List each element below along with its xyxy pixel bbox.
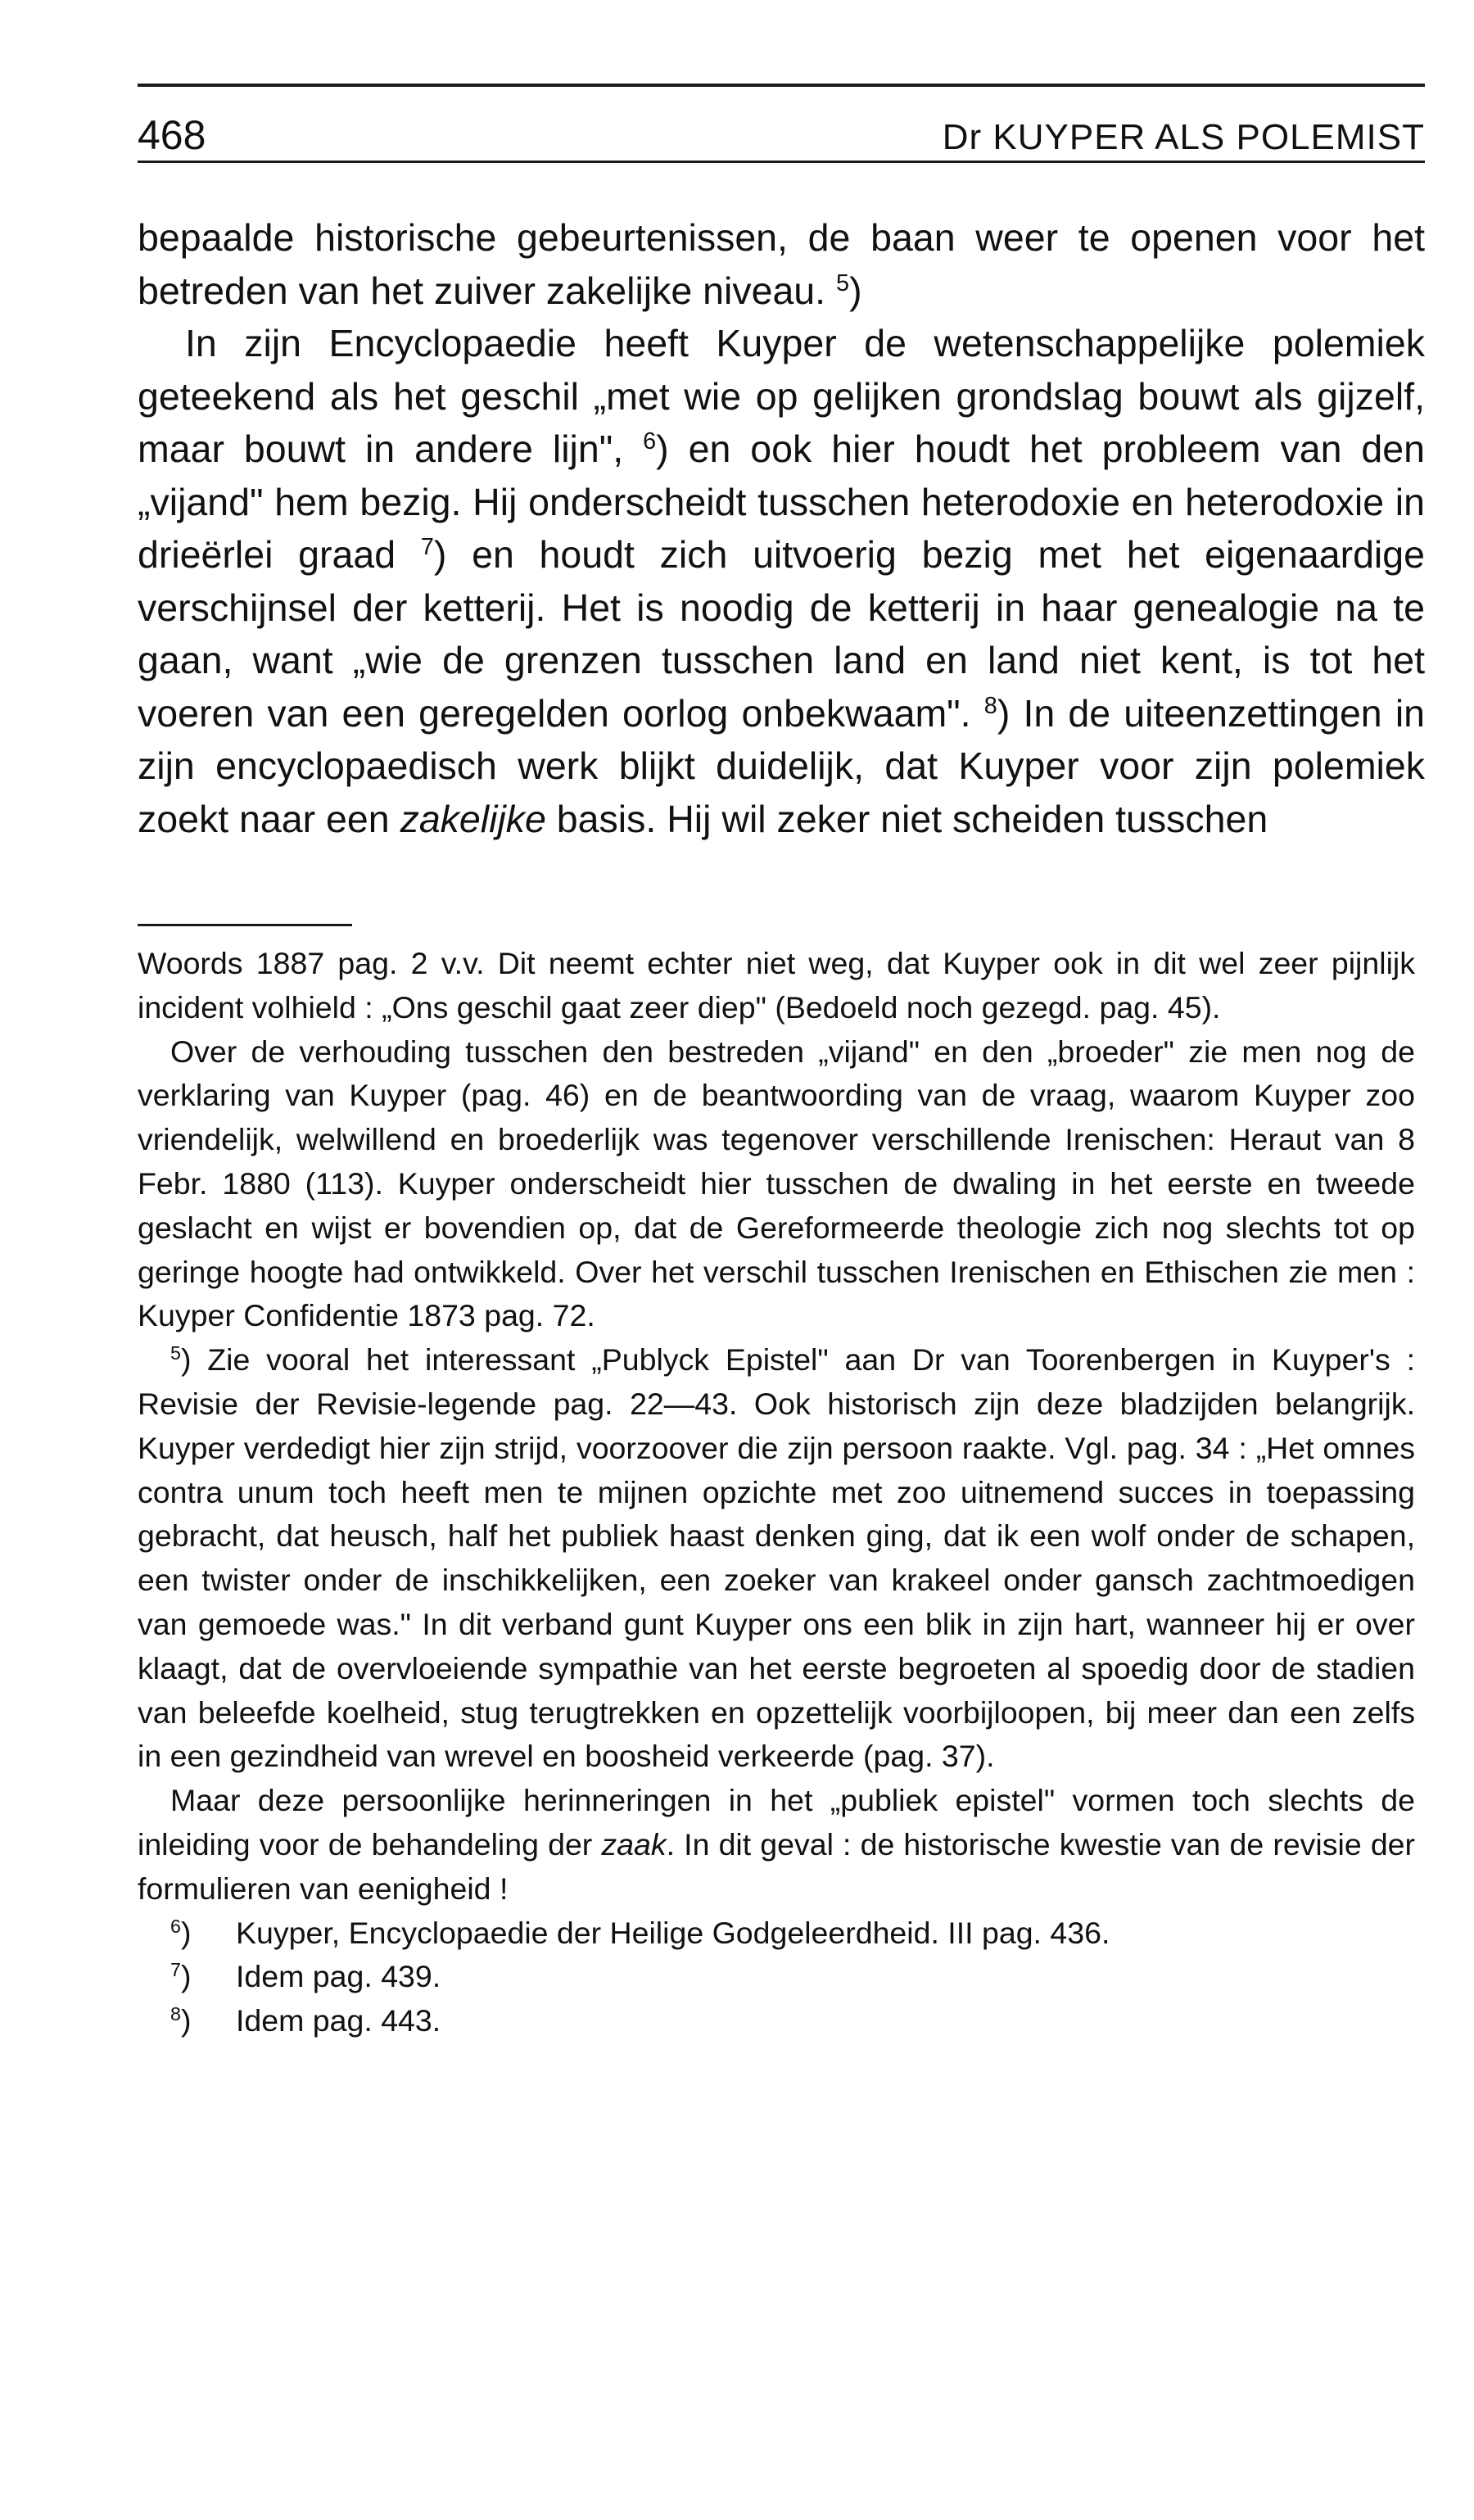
footnote-continuation: Woords 1887 pag. 2 v.v. Dit neemt echter niet weg, dat Kuyper ook in dit wel zeer pijnlijk incident volhield : „Ons geschil gaat zeer diep" (Bedoeld noch gezegd. pag. 45). <box>138 946 1415 1025</box>
footnote-8: $^8$) Idem pag. 443. <box>170 2003 441 2038</box>
emphasis-zaak: zaak <box>601 1826 667 1862</box>
footnotes <box>138 942 1415 2043</box>
body-text <box>138 211 1425 845</box>
paragraph-1: bepaalde historische gebeurtenissen, de baan weer te openen voor het betreden van het zuiver zakelijke niveau. $^5$) <box>138 216 1425 312</box>
top-rule <box>138 84 1425 87</box>
footnote-7-number: 7 <box>170 1959 181 1981</box>
paragraph-2: In zijn Encyclopaedie heeft Kuyper de wetenschappelijke polemiek geteekend als het geschil „met wie op gelijken grondslag bouwt als gijzelf, maar bouwt in andere lijn", $^6$) en ook hier houdt het probleem van den „vijand" hem bezig. Hij onderscheidt tusschen heterodoxie en heterodoxie in drieërlei graad $^7$) en houdt zich uitvoerig bezig met het eigenaardige verschijnsel der ketterij. Het is noodig de ketterij in haar genealogie na te gaan, want „wie de grenzen tusschen land en land niet kent, is tot het voeren van een geregelden oorlog onbekwaam". $^8$) In de uiteenzettingen in zijn encyclopaedisch werk blijkt duidelijk, dat Kuyper voor zijn polemiek zoekt naar een zakelijke basis. Hij wil zeker niet scheiden tusschen <box>138 322 1426 840</box>
footnote-7: $^7$) Idem pag. 439. <box>170 1959 441 1994</box>
footnote-5: $^5$) Zie vooral het interessant „Publyck Epistel" aan Dr van Toorenbergen in Kuyper's : Revisie der Revisie-legende pag. 22—43. Ook historisch zijn deze bladzijden belangrijk. Kuyper verdedigt hier zijn strijd, voorzoover die zijn persoon raakte. Vgl. pag. 34 : „Het omnes contra unum toch heeft men te mijnen opzichte met zoo uitnemend succes in toepassing gebracht, dat heusch, half het publiek haast denken ging, dat ik een wolf onder de schapen, een twister onder de inschikkelijken, een zoeker van krakeel onder gansch zachtmoedigen van gemoede was." In dit verband gunt Kuyper ons een blik in zijn hart, wanneer hij er over klaagt, dat de overvloeiende sympathie van het eerste begroeten al spoedig door de stadien van beleefde koelheid, stug terugtrekken en opzettelijk voorbijloopen, bij meer dan een zelfs in een gezindheid van wrevel en boosheid verkeerde (pag. 37). <box>138 1342 1415 1774</box>
footnote-6-number: 6 <box>170 1915 181 1937</box>
page-number: 468 <box>138 112 206 158</box>
footnote-ref-5: 5 <box>836 269 850 296</box>
footnote-continuation-2: Over de verhouding tusschen den bestreden „vijand" en den „broeder" zie men nog de verklaring van Kuyper (pag. 46) en de beantwoording van de vraag, waarom Kuyper zoo vriendelijk, welwillend en broederlijk was tegenover verschillende Irenischen: Heraut van 8 Febr. 1880 (113). Kuyper onderscheidt hier tusschen de dwaling in het eerste en tweede geslacht en wijst er bovendien op, dat de Gereformeerde theologie zich nog slechts tot op geringe hoogte had ontwikkeld. Over het verschil tusschen Irenischen en Ethischen zie men : Kuyper Confidentie 1873 pag. 72. <box>138 1034 1415 1333</box>
emphasis-zakelijke: zakelijke <box>400 797 546 840</box>
footnote-6: $^6$) Kuyper, Encyclopaedie der Heilige Godgeleerdheid. III pag. 436. <box>170 1915 1110 1950</box>
footnote-ref-8: 8 <box>983 692 997 719</box>
header-rule <box>138 161 1425 163</box>
footnote-8-number: 8 <box>170 2003 181 2025</box>
running-head: Dr KUYPER ALS POLEMIST <box>942 117 1425 157</box>
page-header <box>138 97 1425 156</box>
footnote-5-number: 5 <box>170 1342 181 1364</box>
footnote-separator <box>138 924 352 926</box>
footnote-ref-7: 7 <box>420 534 434 561</box>
footnote-5-continuation: Maar deze persoonlijke herinneringen in het „publiek epistel" vormen toch slechts de inleiding voor de behandeling der zaak. In dit geval : de historische kwestie van de revisie der formulieren van eenigheid ! <box>138 1783 1416 1906</box>
footnote-ref-6: 6 <box>643 428 657 455</box>
